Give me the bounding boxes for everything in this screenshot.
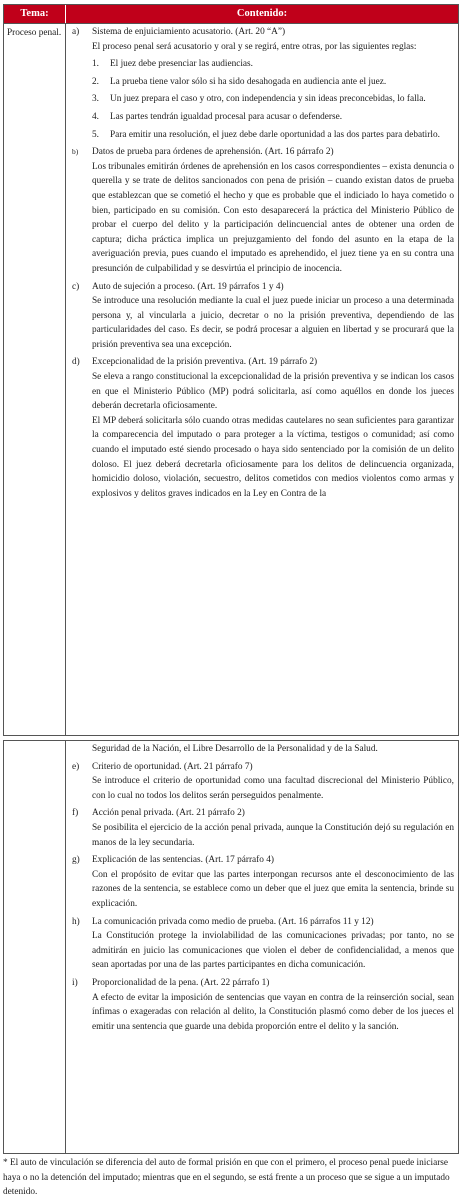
content-table-part-2: [3, 740, 459, 1154]
table-row: [4, 741, 458, 1153]
tema-cell-empty: [4, 741, 66, 1153]
item-a-body: El proceso penal será acusatorio y oral y se regirá, entre otras, por las siguientes reglas:: [92, 41, 417, 52]
item-d-body-2: El MP deberá solicitarla sólo cuando otras medidas cautelares no sean suficientes para garantizar la comparecencia del imputado o para proteger a la víctima, testigos o comunidad; así como cuando el imputado esté siendo procesado o haya sido sentenciado por la comisión de un delito doloso. El juez deberá decretarla oficiosamente para los delitos de delincuencia organizada, homicidio doloso, violación, secuestro, delitos cometidos con medios violentos como armas y explosivos y delitos graves indicados en la Ley en Contra de la: [92, 415, 454, 499]
footnote: * El auto de vinculación se diferencia del auto de formal prisión en que con el primero, el proceso penal puede iniciarse haya o no la detención del imputado; mientras que en el segundo, se está frente a un proceso que se sigue a un imputado detenido.: [3, 1158, 450, 1198]
item-h-title: h) La comunicación privada como medio de prueba. (Art. 16 párrafos 11 y 12): [72, 916, 374, 927]
item-d-continued: Seguridad de la Nación, el Libre Desarrollo de la Personalidad y de la Salud.: [92, 744, 378, 754]
header-tema: Tema:: [4, 5, 66, 23]
item-h-body: La Constitución protege la inviolabilidad de las comunicaciones privadas; por tanto, no se admitirán en juicio las comunicaciones que violen el deber de confidencialidad, a menos que sean aportadas por una de las partes participantes en dicha comunicación.: [92, 931, 454, 971]
list-item: 1. El juez debe presenciar las audiencias.: [92, 59, 253, 70]
header-contenido: Contenido:: [236, 8, 288, 19]
item-a-title: a) Sistema de enjuiciamiento acusatorio. (Art. 20 “A”): [72, 27, 286, 37]
item-g-body: Con el propósito de evitar que las partes interpongan recursos ante el desconocimiento de las razones de la sentencia, se establece como un deber que el juez que emita la sentencia, brinde su explicación.: [92, 869, 454, 909]
list-item: 3. Un juez prepara el caso y otro, con independencia y sin ideas preconcebidas, lo falla.: [92, 94, 426, 105]
item-e-body: Se introduce el criterio de oportunidad como una facultad discrecional del Ministerio Público, con lo cual no todos los delitos serán perseguidos penalmente.: [92, 776, 454, 801]
item-i-title: i) Proporcionalidad de la pena. (Art. 22 párrafo 1): [72, 977, 270, 988]
item-b-title: b) Datos de prueba para órdenes de aprehensión. (Art. 16 párrafo 2): [72, 147, 334, 158]
table-header: [4, 5, 458, 24]
list-item: 4. Las partes tendrán igualdad procesal para acusar o defenderse.: [92, 111, 343, 122]
item-d-title: d) Excepcionalidad de la prisión preventiva. (Art. 19 párrafo 2): [72, 357, 318, 368]
item-f-title: f) Acción penal privada. (Art. 21 párrafo 2): [72, 808, 245, 819]
item-c-body: Se introduce una resolución mediante la cual el juez puede iniciar un proceso a una determinada persona y, al vincularla a juicio, decretar o no la prisión preventiva, dependiendo de las particularidades del caso. Es decir, se podrá procesar a alguien en libertad y se procurará que la prisión preventiva sea una excepción.: [92, 296, 454, 350]
item-b-body: Los tribunales emitirán órdenes de aprehensión en los casos correspondientes – exista denuncia o querella y se trate de delitos sancionados con pena de prisión – cuando existan datos de prueba que establezcan que se cometió el hecho y que es probable que el indiciado lo haya cometido o bien, participado en su comisión. Con esto desaparecerá la práctica del Ministerio Público de probar el cuerpo del delito y la participación delincuencial antes de obtener una orden de captura; dicha práctica implica un prejuzgamiento del fondo del asunto en la etapa de la averiguación previa, pues cuando el imputado es aprehendido, el juez tiene ya en su contra una presunción de culpabilidad y se desvirtúa el principio de inocencia.: [92, 161, 454, 274]
item-g-title: g) Explicación de las sentencias. (Art. 17 párrafo 4): [72, 855, 274, 866]
list-item: 5. Para emitir una resolución, el juez debe darle oportunidad a las dos partes para debatirlo.: [92, 129, 440, 140]
item-e-title: e) Criterio de oportunidad. (Art. 21 párrafo 7): [72, 761, 253, 772]
list-item: 2. La prueba tiene valor sólo si ha sido desahogada en audiencia ante el juez.: [92, 76, 387, 87]
item-i-body: A efecto de evitar la imposición de sentencias que vayan en contra de la reinserción social, sean ínfimas o exageradas con relación al delito, la Constitución plasmó como deber de los jueces el emitir una sentencia que guarde una debida proporción entre el delito y la sanción.: [92, 992, 454, 1032]
content-table-part-1: [3, 4, 459, 736]
tema-cell: Proceso penal.: [4, 24, 66, 735]
contenido-cell: [66, 741, 458, 1153]
table-row: [4, 24, 458, 735]
item-f-body: Se posibilita el ejercicio de la acción penal privada, aunque la Constitución dejó su regulación en manos de la ley secundaria.: [92, 822, 454, 848]
item-c-title: c) Auto de sujeción a proceso. (Art. 19 párrafos 1 y 4): [72, 281, 284, 292]
item-d-body-1: Se eleva a rango constitucional la excepcionalidad de la prisión preventiva y se indican los casos en que el Ministerio Público (MP) podrá solicitarla, así como aquéllos en donde los jueces deberán decretarla oficiosamente.: [92, 372, 454, 412]
contenido-cell: [66, 24, 458, 735]
